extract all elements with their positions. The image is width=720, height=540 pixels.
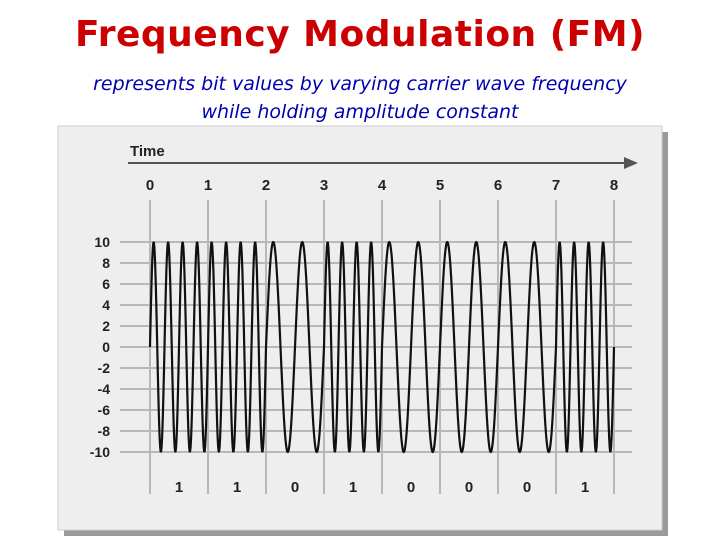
bit-label: 0 <box>290 479 300 496</box>
time-tick-label: 1 <box>203 177 213 194</box>
time-tick-label: 2 <box>261 177 271 194</box>
bit-label: 0 <box>406 479 416 496</box>
amplitude-tick-label: -2 <box>97 360 110 376</box>
subtitle-line-1: represents bit values by varying carrier wave frequency <box>93 73 627 95</box>
time-tick-label: 6 <box>493 177 503 194</box>
amplitude-tick-label: -4 <box>97 381 110 397</box>
bit-label: 1 <box>348 479 358 496</box>
time-tick-label: 8 <box>609 177 619 194</box>
amplitude-tick-label: 4 <box>102 297 110 313</box>
subtitle-line-2: while holding amplitude constant <box>201 101 519 123</box>
time-tick-label: 0 <box>145 177 155 194</box>
amplitude-tick-label: 10 <box>94 234 110 250</box>
time-tick-label: 3 <box>319 177 329 194</box>
bit-label: 0 <box>464 479 474 496</box>
amplitude-tick-label: 0 <box>102 339 110 355</box>
time-tick-label: 7 <box>551 177 561 194</box>
amplitude-tick-label: -6 <box>97 402 110 418</box>
amplitude-tick-label: 2 <box>102 318 110 334</box>
amplitude-tick-label: -8 <box>97 423 110 439</box>
time-tick-label: 4 <box>377 177 387 194</box>
time-tick-label: 5 <box>435 177 445 194</box>
bit-label: 1 <box>232 479 242 496</box>
amplitude-tick-label: 6 <box>102 276 110 292</box>
bit-label: 1 <box>174 479 184 496</box>
amplitude-tick-label: -10 <box>89 444 110 460</box>
bit-label: 0 <box>522 479 532 496</box>
time-axis-label: Time <box>130 143 165 160</box>
slide-title: Frequency Modulation (FM) <box>74 14 646 55</box>
bit-label: 1 <box>580 479 590 496</box>
amplitude-tick-label: 8 <box>102 255 110 271</box>
